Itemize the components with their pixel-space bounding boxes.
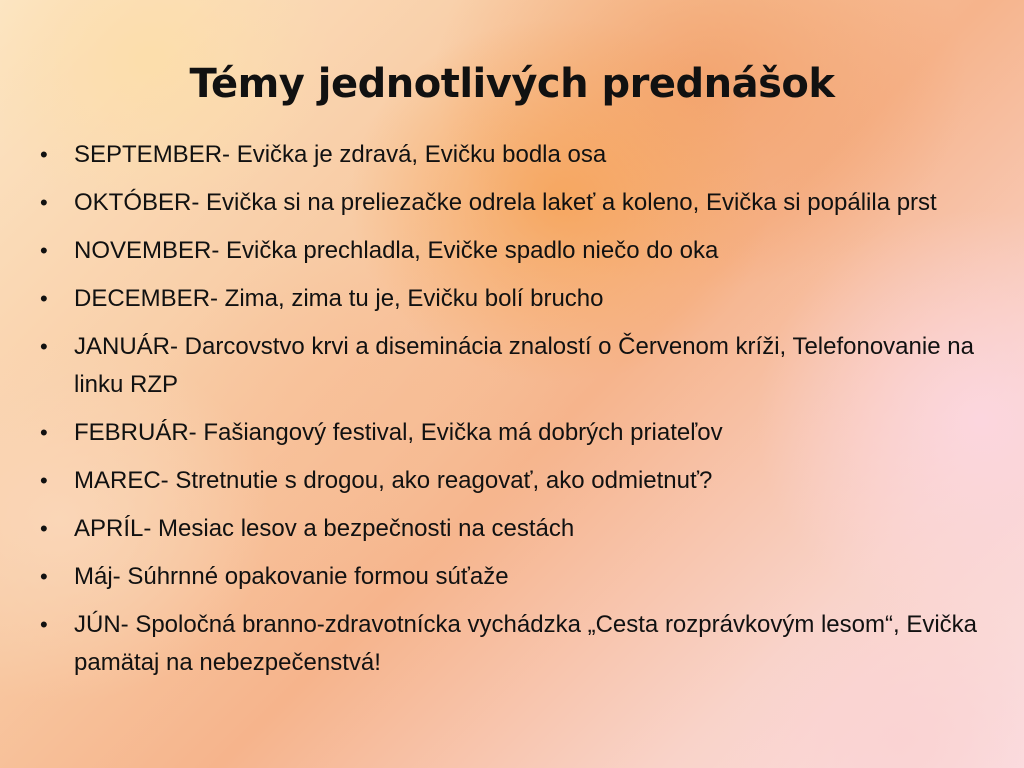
list-item: [40, 136, 990, 174]
list-item: [40, 184, 990, 222]
list-item-text: JANUÁR- Darcovstvo krvi a diseminácia znalostí o Červenom kríži, Telefonovanie na linku RZP: [74, 333, 974, 398]
list-item: [40, 414, 990, 452]
list-item-text: Máj- Súhrnné opakovanie formou súťaže: [74, 563, 509, 590]
list-item: [40, 280, 990, 318]
bullet-icon: •: [40, 468, 48, 493]
list-item: [40, 606, 990, 682]
bullet-icon: •: [40, 564, 48, 589]
list-item-text: APRÍL- Mesiac lesov a bezpečnosti na cestách: [74, 515, 575, 542]
list-item: [40, 510, 990, 548]
bullet-icon: •: [40, 334, 48, 359]
list-item-text: MAREC- Stretnutie s drogou, ako reagovať, ako odmietnuť?: [74, 467, 713, 494]
list-item-text: NOVEMBER- Evička prechladla, Evičke spadlo niečo do oka: [74, 237, 719, 264]
slide-title: Témy jednotlivých prednášok: [189, 61, 835, 107]
bullet-icon: •: [40, 420, 48, 445]
bullet-icon: •: [40, 142, 48, 167]
list-item: [40, 462, 990, 500]
list-item-text: OKTÓBER- Evička si na preliezačke odrela lakeť a koleno, Evička si popálila prst: [74, 189, 937, 216]
topic-list: [40, 136, 990, 692]
bullet-icon: •: [40, 612, 48, 637]
list-item-text: SEPTEMBER- Evička je zdravá, Evičku bodla osa: [74, 141, 607, 168]
list-item: [40, 558, 990, 596]
bullet-icon: •: [40, 516, 48, 541]
bullet-icon: •: [40, 238, 48, 263]
list-item: [40, 328, 990, 404]
bullet-icon: •: [40, 286, 48, 311]
list-item-text: FEBRUÁR- Fašiangový festival, Evička má dobrých priateľov: [74, 419, 723, 446]
bullet-icon: •: [40, 190, 48, 215]
list-item-text: JÚN- Spoločná branno-zdravotnícka vychádzka „Cesta rozprávkovým lesom“, Evička pamätaj na nebezpečenstvá!: [74, 611, 978, 676]
list-item-text: DECEMBER- Zima, zima tu je, Evičku bolí brucho: [74, 285, 604, 312]
list-item: [40, 232, 990, 270]
